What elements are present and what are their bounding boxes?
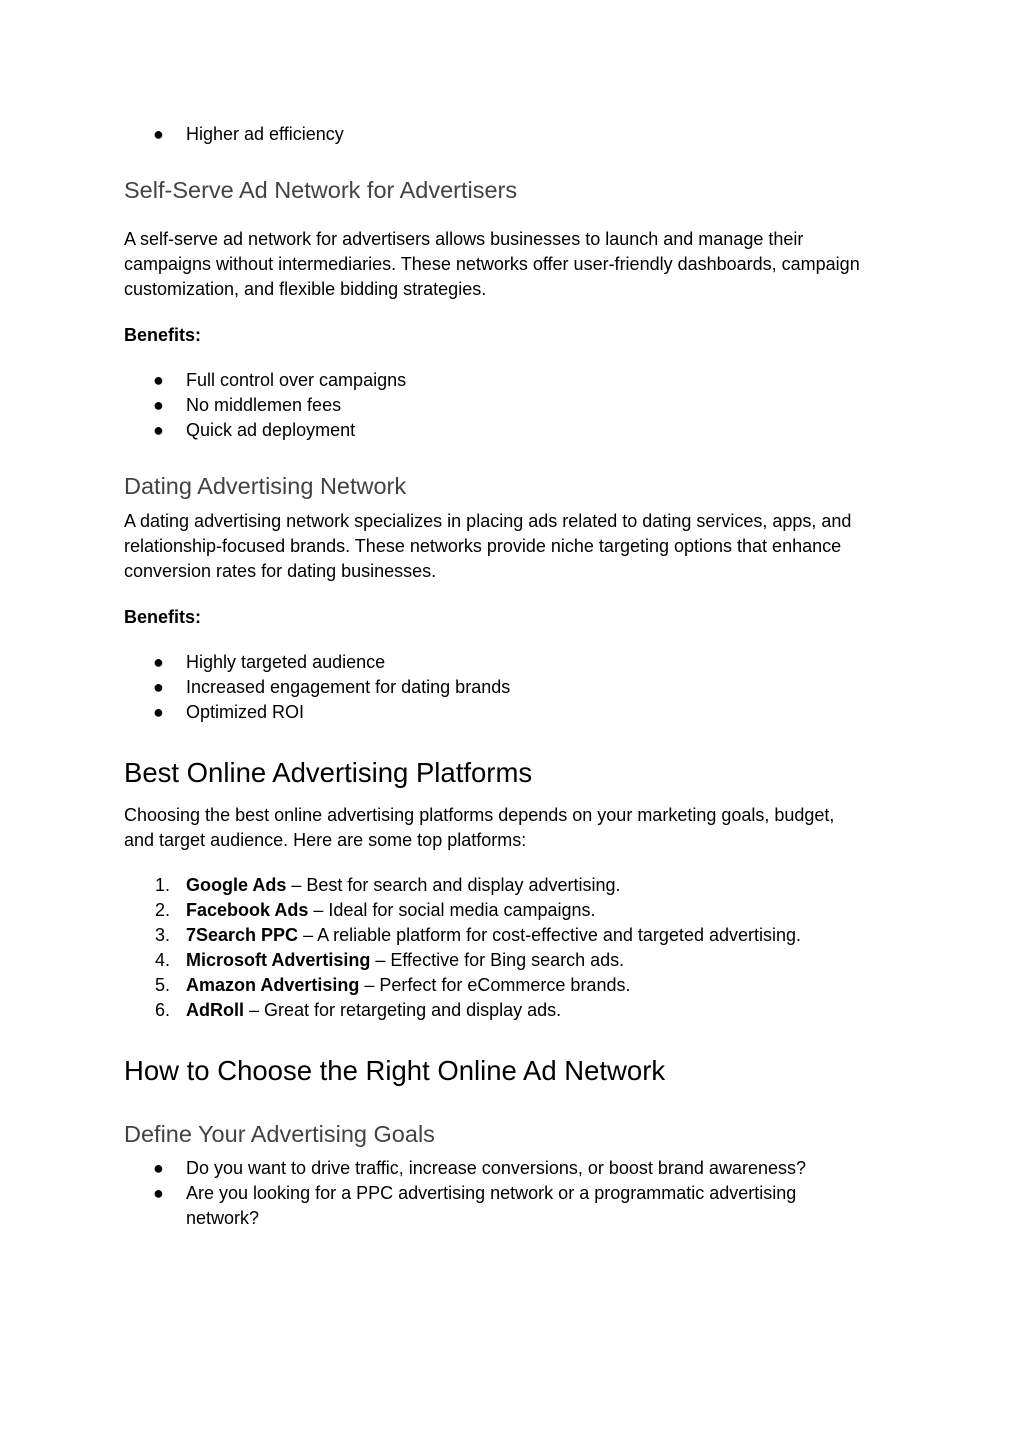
platform-description: – A reliable platform for cost-effective and targeted advertising. [298, 925, 802, 945]
section-heading-self-serve: Self-Serve Ad Network for Advertisers [124, 177, 518, 203]
paragraph-line: and target audience. Here are some top platforms: [124, 830, 527, 850]
list-number: 4. [155, 950, 171, 970]
list-item: No middlemen fees [186, 395, 342, 415]
list-item: Highly targeted audience [186, 652, 386, 672]
bullet-marker: ● [153, 395, 164, 415]
bullet-marker: ● [153, 652, 164, 672]
platform-name: Amazon Advertising [186, 975, 360, 995]
platform-name: 7Search PPC [186, 925, 299, 945]
bullet-marker: ● [153, 124, 164, 144]
list-item: Full control over campaigns [186, 370, 407, 390]
platform-name: AdRoll [186, 1000, 244, 1020]
paragraph-line: A self-serve ad network for advertisers allows businesses to launch and manage their [124, 229, 804, 249]
list-item: Higher ad efficiency [186, 124, 344, 144]
section-heading-best-platforms: Best Online Advertising Platforms [124, 757, 533, 788]
list-item-continuation: network? [186, 1208, 260, 1228]
paragraph-line: Choosing the best online advertising platforms depends on your marketing goals, budget, [124, 805, 835, 825]
bullet-marker: ● [153, 702, 164, 722]
paragraph-line: A dating advertising network specializes in placing ads related to dating services, apps, and [124, 511, 852, 531]
bullet-marker: ● [153, 370, 164, 390]
list-item: Are you looking for a PPC advertising network or a programmatic advertising [186, 1183, 797, 1203]
section-heading-choose: How to Choose the Right Online Ad Network [124, 1055, 666, 1086]
benefits-label: Benefits: [124, 607, 202, 627]
list-item: Do you want to drive traffic, increase conversions, or boost brand awareness? [186, 1158, 806, 1178]
platform-name: Facebook Ads [186, 900, 309, 920]
bullet-marker: ● [153, 420, 164, 440]
paragraph-line: campaigns without intermediaries. These networks offer user-friendly dashboards, campaign [124, 254, 860, 274]
numbered-list-item [186, 973, 886, 998]
platform-description: – Perfect for eCommerce brands. [359, 975, 631, 995]
paragraph-line: relationship-focused brands. These networks provide niche targeting options that enhance [124, 536, 842, 556]
numbered-list-item [186, 998, 886, 1023]
bullet-marker: ● [153, 677, 164, 697]
platform-description: – Best for search and display advertising. [286, 875, 621, 895]
numbered-list-item [186, 898, 886, 923]
numbered-list-item [186, 873, 886, 898]
paragraph-line: customization, and flexible bidding strategies. [124, 279, 487, 299]
numbered-list-item [186, 923, 886, 948]
platform-name: Google Ads [186, 875, 287, 895]
list-number: 6. [155, 1000, 171, 1020]
section-heading-dating: Dating Advertising Network [124, 473, 407, 499]
benefits-label: Benefits: [124, 325, 202, 345]
bullet-marker: ● [153, 1158, 164, 1178]
numbered-list-item [186, 948, 886, 973]
platform-name: Microsoft Advertising [186, 950, 371, 970]
list-number: 1. [155, 875, 171, 895]
paragraph-line: conversion rates for dating businesses. [124, 561, 437, 581]
platform-description: – Effective for Bing search ads. [370, 950, 625, 970]
section-heading-goals: Define Your Advertising Goals [124, 1121, 435, 1147]
list-item: Quick ad deployment [186, 420, 356, 440]
list-item: Increased engagement for dating brands [186, 677, 511, 697]
list-item: Optimized ROI [186, 702, 305, 722]
platform-description: – Ideal for social media campaigns. [308, 900, 596, 920]
bullet-marker: ● [153, 1183, 164, 1203]
list-number: 3. [155, 925, 171, 945]
list-number: 5. [155, 975, 171, 995]
list-number: 2. [155, 900, 171, 920]
platform-description: – Great for retargeting and display ads. [244, 1000, 562, 1020]
